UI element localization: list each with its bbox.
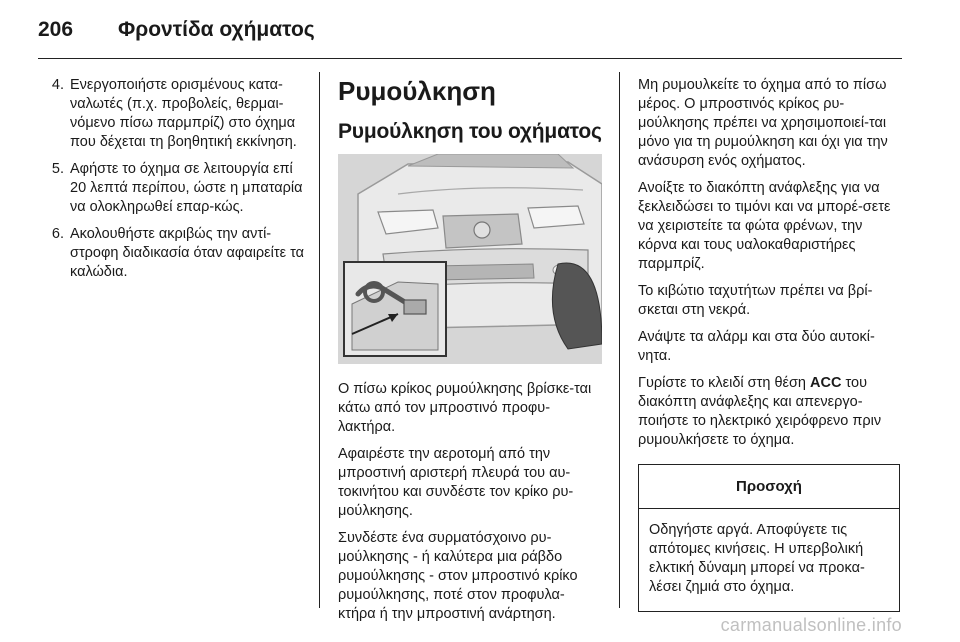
paragraph: Συνδέστε ένα συρματόσχοινο ρυ-μούλκησης - ή καλύτερα μια ράβδο ρυμούλκησης - στον μπροστινό κρίκο ρυμούλκησης, ποτέ στον προφυλα-κτήρα ή την μπροστινή ανάρτηση. <box>338 530 578 622</box>
step-text: Αφήστε το όχημα σε λειτουργία επί 20 λεπτά περίπου, ώστε η μπαταρία να ολοκληρωθεί επαρ-κώς. <box>70 161 303 215</box>
list-item <box>38 76 304 152</box>
acc-text-after: του διακόπτη ανάφλεξης και απενεργο-ποιήστε το ηλεκτρικό χειρόφρενο πριν ρυμουλκήσετε το όχημα. <box>638 375 882 448</box>
column-1 <box>38 76 304 290</box>
acc-text-before: Γυρίστε το κλειδί στη θέση <box>638 375 811 391</box>
section-title: Ρυμούλκηση <box>338 76 496 106</box>
page-number: 206 <box>38 18 74 41</box>
step-text: Ακολουθήστε ακριβώς την αντί-στροφη διαδικασία όταν αφαιρείτε τα καλώδια. <box>70 226 304 280</box>
paragraph: Μη ρυμουλκείτε το όχημα από το πίσω μέρος. Ο μπροστινός κρίκος ρυ-μούλκησης πρέπει να χρησιμοποιεί-ται μόνο για τη ρυμούλκηση και όχι για την ανάσυρση ενός οχήματος. <box>638 77 888 169</box>
acc-term: ACC <box>810 375 842 391</box>
car-front-drawing <box>338 154 602 364</box>
paragraph: Ανάψτε τα αλάρμ και στα δύο αυτοκί-νητα. <box>638 329 875 364</box>
caution-heading: Προσοχή <box>639 465 899 509</box>
caution-text: Οδηγήστε αργά. Αποφύγετε τις απότομες κινήσεις. Η υπερβολική ελκτική δύναμη μπορεί να προκα-λέσει ζημιά στο όχημα. <box>649 522 865 595</box>
acc-paragraph <box>638 374 900 450</box>
list-item <box>38 225 304 282</box>
caution-box <box>638 464 900 612</box>
column-divider-1 <box>319 72 320 608</box>
step-text: Ενεργοποιήστε ορισμένους κατα-ναλωτές (π.χ. προβολείς, θερμαι-νόμενο πίσω παρμπρίζ) στο όχημα που δέχεται τη βοηθητική εκκίνηση. <box>70 77 297 150</box>
page-title: Φροντίδα οχήματος <box>118 18 315 41</box>
column-divider-2 <box>619 72 620 608</box>
paragraph: Ο πίσω κρίκος ρυμούλκησης βρίσκε-ται κάτω από τον μπροστινό προφυ-λακτήρα. <box>338 381 592 435</box>
step-number: 5. <box>51 161 64 177</box>
step-list <box>38 76 304 282</box>
header-rule <box>38 58 902 59</box>
column-2 <box>338 76 602 632</box>
paragraph: Ανοίξτε το διακόπτη ανάφλεξης για να ξεκλειδώσει το τιμόνι και να μπορέ-σετε να χειριστείτε τα φώτα φρένων, την κόρνα και τους υαλοκαθαριστήρες παρμπρίζ. <box>638 180 891 272</box>
step-number: 6. <box>51 226 64 242</box>
towing-eye-illustration <box>338 154 602 364</box>
paragraph: Το κιβώτιο ταχυτήτων πρέπει να βρί-σκεται στη νεκρά. <box>638 283 873 318</box>
column-3 <box>638 76 900 612</box>
watermark: carmanualsonline.info <box>720 615 902 635</box>
step-number: 4. <box>51 77 64 93</box>
list-item <box>38 160 304 217</box>
page-header <box>38 18 315 48</box>
subsection-title: Ρυμούλκηση του οχήματος <box>338 120 602 143</box>
paragraph: Αφαιρέστε την αεροτομή από την μπροστινή αριστερή πλευρά του αυ-τοκινήτου και συνδέστε τον κρίκο ρυ-μούλκησης. <box>338 446 574 519</box>
